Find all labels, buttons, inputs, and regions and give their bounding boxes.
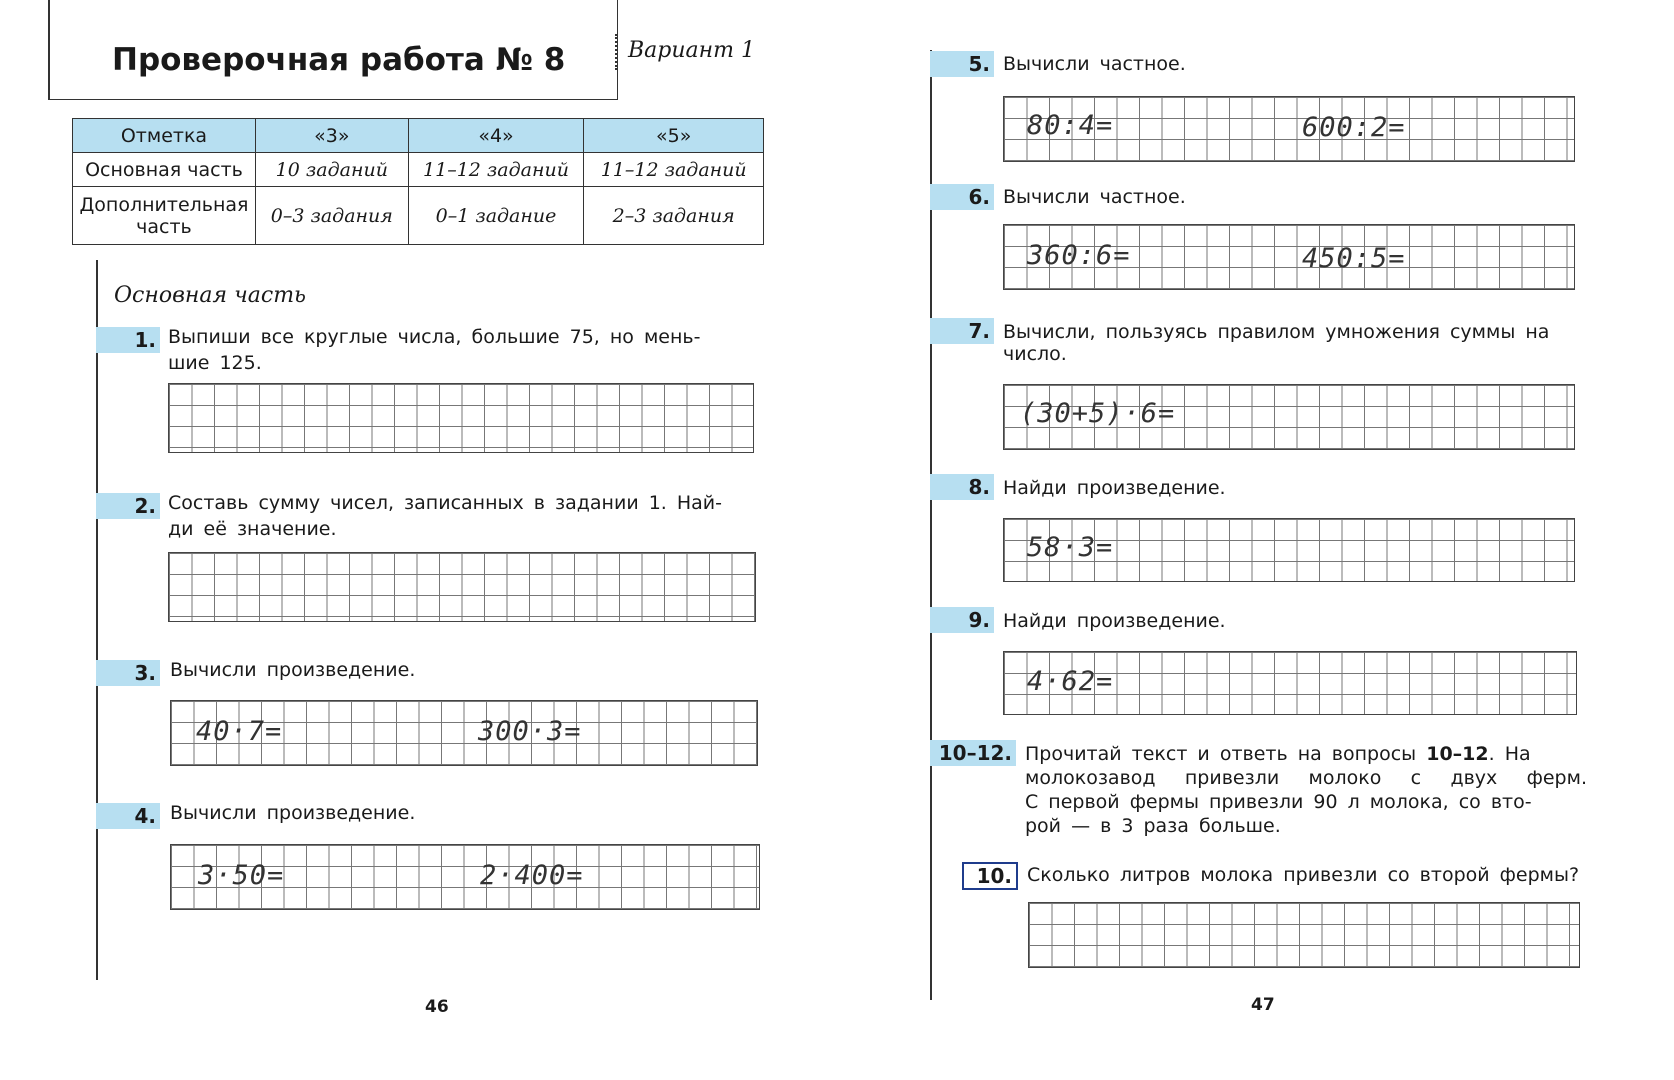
task-9-number: 9. <box>930 607 994 633</box>
header-cell-5: «5» <box>584 119 764 153</box>
task-6-text: Вычисли частное. <box>1003 186 1186 208</box>
task-4-text: Вычисли произведение. <box>170 802 416 824</box>
task-10-12-line-3: С первой фермы привезли 90 л молока, со вто- <box>1025 791 1532 813</box>
cell-extra-4: 0–1 задание <box>408 187 584 245</box>
task-5-expression-2: 600:2= <box>1302 112 1406 143</box>
task-7-text: Вычисли, пользуясь правилом умножения суммы на <box>1003 321 1550 343</box>
task-10-12-line-1b: 10–12 <box>1426 743 1489 765</box>
cell-extra-5: 2–3 задания <box>584 187 764 245</box>
row-label-extra-line1: Дополнительная <box>79 193 249 216</box>
page-title: Проверочная работа № 8 <box>112 42 566 78</box>
task-3-expression-1: 40·7= <box>196 716 283 747</box>
row-label-extra-line2: часть <box>136 215 192 238</box>
task-3-number: 3. <box>96 660 160 686</box>
title-frame-left <box>48 0 50 100</box>
task-10-12-line-2: молокозавод привезли молоко с двух ферм. <box>1025 767 1587 789</box>
row-label-main: Основная часть <box>73 153 256 187</box>
variant-divider <box>615 34 617 70</box>
task-10-answer-grid[interactable] <box>1028 902 1580 968</box>
task-9-text: Найди произведение. <box>1003 610 1226 632</box>
cell-main-3: 10 заданий <box>255 153 408 187</box>
task-3-expression-2: 300·3= <box>478 716 582 747</box>
task-10-12-number: 10–12. <box>930 740 1016 766</box>
task-10-12-line-4: рой — в 3 раза больше. <box>1025 815 1281 837</box>
task-2-text-2: ди её значение. <box>168 518 337 540</box>
grade-table-header <box>73 119 764 153</box>
grade-table <box>72 118 764 245</box>
task-6-expression-2: 450:5= <box>1302 243 1406 274</box>
cell-main-4: 11–12 заданий <box>408 153 584 187</box>
task-2-number: 2. <box>96 493 160 519</box>
task-1-number: 1. <box>96 327 160 353</box>
task-7-number: 7. <box>930 318 994 344</box>
task-5-text: Вычисли частное. <box>1003 53 1186 75</box>
task-1-text: Выпиши все круглые числа, большие 75, но мень- <box>168 326 701 348</box>
task-7-expression-1: (30+5)·6= <box>1020 398 1176 429</box>
grade-row-extra <box>73 187 764 245</box>
task-2-answer-grid[interactable] <box>168 552 756 622</box>
task-4-expression-2: 2·400= <box>480 860 584 891</box>
task-9-expression-1: 4·62= <box>1027 666 1114 697</box>
header-cell-4: «4» <box>408 119 584 153</box>
grade-row-main <box>73 153 764 187</box>
task-10-12-line-1 <box>1025 742 1587 767</box>
task-2-text: Составь сумму чисел, записанных в задании 1. Най- <box>168 492 723 514</box>
task-8-expression-1: 58·3= <box>1027 532 1114 563</box>
header-cell-grade: Отметка <box>73 119 256 153</box>
left-margin-line <box>96 260 98 980</box>
task-3-text: Вычисли произведение. <box>170 659 416 681</box>
task-8-text: Найди произведение. <box>1003 477 1226 499</box>
variant-label: Вариант 1 <box>628 38 755 63</box>
task-4-expression-1: 3·50= <box>198 860 285 891</box>
header-cell-3: «3» <box>255 119 408 153</box>
task-10-text: Сколько литров молока привезли со второй фермы? <box>1027 864 1580 886</box>
task-10-12-line-1c: . На <box>1488 743 1531 765</box>
row-label-extra <box>73 187 256 245</box>
task-7-text-2: число. <box>1003 343 1067 365</box>
page-number-left: 46 <box>425 997 449 1017</box>
task-4-number: 4. <box>96 803 160 829</box>
cell-main-5: 11–12 заданий <box>584 153 764 187</box>
page-number-right: 47 <box>1251 995 1275 1015</box>
task-8-number: 8. <box>930 474 994 500</box>
task-6-number: 6. <box>930 184 994 210</box>
task-10-number: 10. <box>962 862 1018 890</box>
task-5-expression-1: 80:4= <box>1027 110 1114 141</box>
task-1-text-2: шие 125. <box>168 352 262 374</box>
task-10-12-line-1a: Прочитай текст и ответь на вопросы <box>1025 743 1427 765</box>
task-5-number: 5. <box>930 51 994 77</box>
task-1-answer-grid[interactable] <box>168 383 754 453</box>
section-title: Основная часть <box>114 283 307 308</box>
task-6-expression-1: 360:6= <box>1027 240 1131 271</box>
cell-extra-3: 0–3 задания <box>255 187 408 245</box>
